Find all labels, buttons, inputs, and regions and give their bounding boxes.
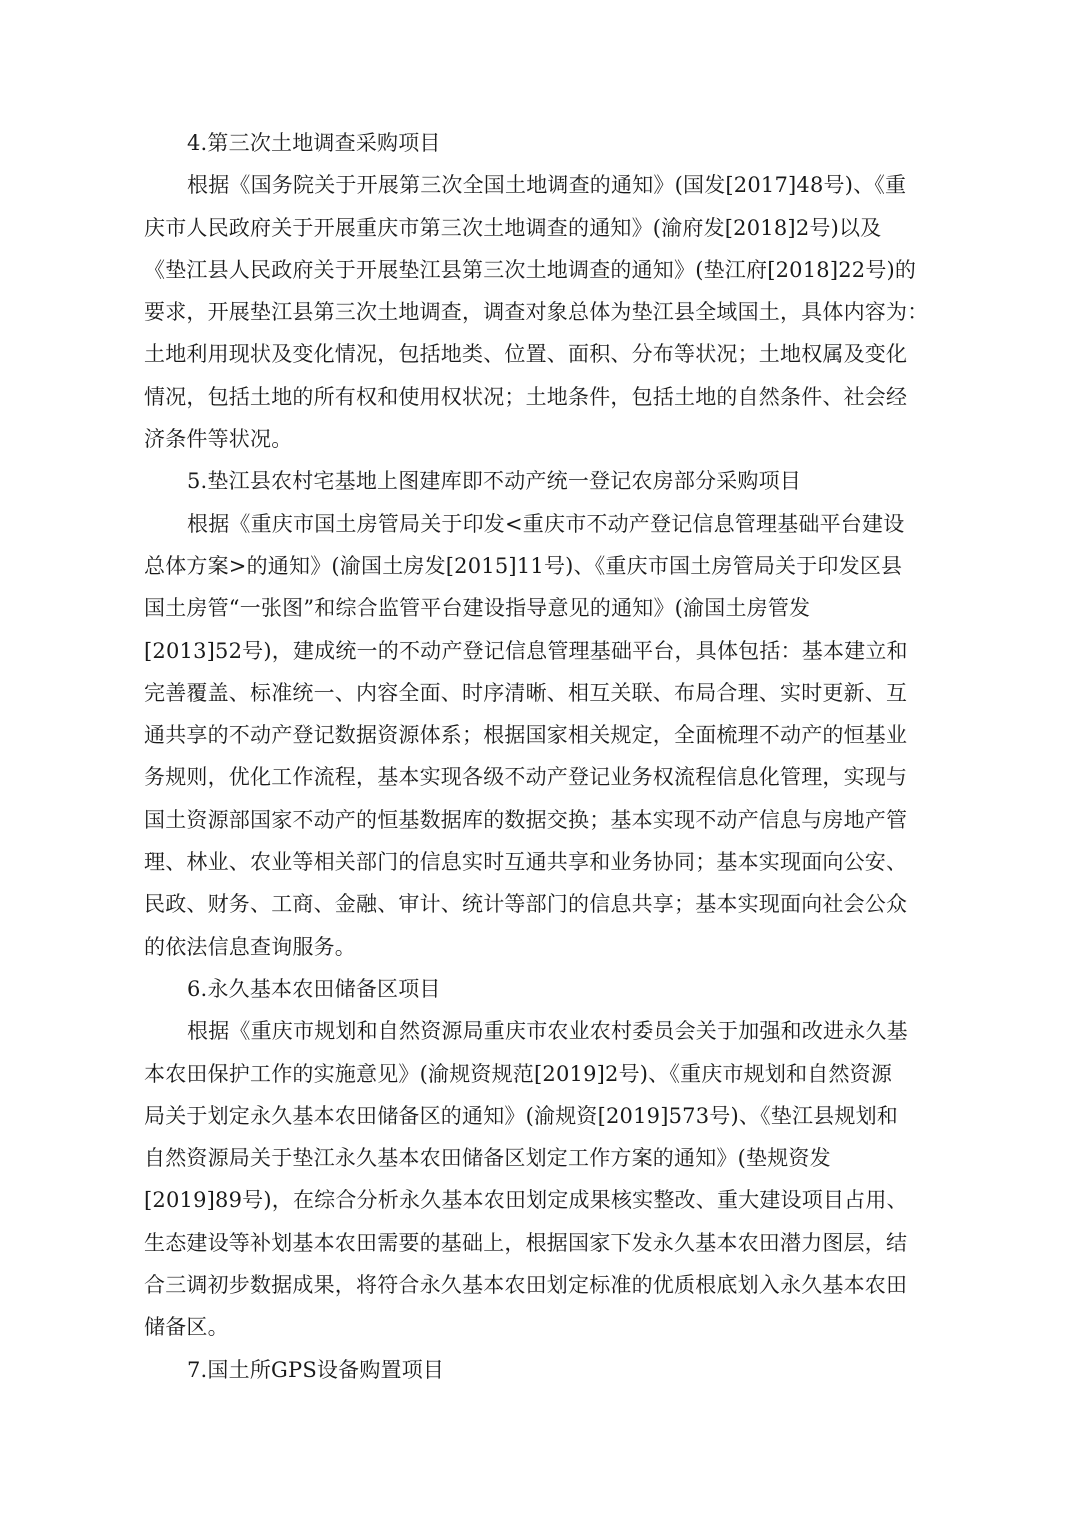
section-heading: 7.国土所GPS设备购置项目 [187, 1357, 445, 1382]
paragraph-line: 庆市人民政府关于开展重庆市第三次土地调查的通知》(渝府发[2018]2号)以及 [144, 215, 882, 240]
paragraph-line: 局关于划定永久基本农田储备区的通知》(渝规资[2019]573号)、《垫江县规划和 [144, 1103, 898, 1128]
paragraph-line: 济条件等状况。 [144, 427, 293, 452]
paragraph-line: 储备区。 [144, 1315, 229, 1340]
paragraph-line: 根据《国务院关于开展第三次全国土地调查的通知》(国发[2017]48号)、《重 [187, 173, 907, 198]
paragraph-line: 根据《重庆市规划和自然资源局重庆市农业农村委员会关于加强和改进永久基 [187, 1019, 908, 1044]
paragraph-line: 合三调初步数据成果，将符合永久基本农田划定标准的优质根底划入永久基本农田 [144, 1273, 908, 1298]
section-heading: 4.第三次土地调查采购项目 [187, 131, 441, 155]
paragraph-line: 本农田保护工作的实施意见》(渝规资规范[2019]2号)、《重庆市规划和自然资源 [144, 1061, 893, 1086]
paragraph-line: 国土房管“一张图”和综合监管平台建设指导意见的通知》(渝国土房管发 [144, 596, 811, 621]
paragraph-line: 务规则，优化工作流程，基本实现各级不动产登记业务权流程信息化管理，实现与 [144, 765, 908, 790]
paragraph-line: [2013]52号)，建成统一的不动产登记信息管理基础平台，具体包括：基本建立和 [144, 638, 908, 663]
paragraph-line: 《垫江县人民政府关于开展垫江县第三次土地调查的通知》(垫江府[2018]22号)的 [144, 257, 917, 282]
section-heading: 5.垫江县农村宅基地上图建库即不动产统一登记农房部分采购项目 [187, 469, 802, 494]
paragraph-line: 生态建设等补划基本农田需要的基础上，根据国家下发永久基本农田潜力图层，结 [144, 1230, 908, 1255]
section-heading: 6.永久基本农田储备区项目 [187, 976, 441, 1001]
paragraph-line: 理、林业、农业等相关部门的信息实时互通共享和业务协同；基本实现面向公安、 [144, 850, 908, 875]
paragraph-line: 总体方案>的通知》(渝国土房发[2015]11号)、《重庆市国土房管局关于印发区县 [144, 553, 903, 578]
paragraph-line: 民政、财务、工商、金融、审计、统计等部门的信息共享；基本实现面向社会公众 [144, 892, 908, 917]
document-page [144, 122, 944, 1391]
paragraph-line: 通共享的不动产登记数据资源体系；根据国家相关规定，全面梳理不动产的恒基业 [144, 723, 908, 748]
paragraph-line: 自然资源局关于垫江永久基本农田储备区划定工作方案的通知》(垫规资发 [144, 1146, 831, 1171]
paragraph-line: 根据《重庆市国土房管局关于印发<重庆市不动产登记信息管理基础平台建设 [187, 511, 905, 536]
paragraph-line: 的依法信息查询服务。 [144, 934, 356, 959]
paragraph-line: 完善覆盖、标准统一、内容全面、时序清晰、相互关联、布局合理、实时更新、互 [144, 680, 908, 705]
paragraph-line: [2019]89号)，在综合分析永久基本农田划定成果核实整改、重大建设项目占用、 [144, 1188, 908, 1213]
paragraph-line: 要求，开展垫江县第三次土地调查，调查对象总体为垫江县全域国土，具体内容为： [144, 300, 929, 325]
paragraph-line: 国土资源部国家不动产的恒基数据库的数据交换；基本实现不动产信息与房地产管 [144, 807, 908, 832]
paragraph-line: 情况，包括土地的所有权和使用权状况；土地条件，包括土地的自然条件、社会经 [144, 384, 908, 409]
paragraph-line: 土地利用现状及变化情况，包括地类、位置、面积、分布等状况；土地权属及变化 [144, 342, 908, 367]
